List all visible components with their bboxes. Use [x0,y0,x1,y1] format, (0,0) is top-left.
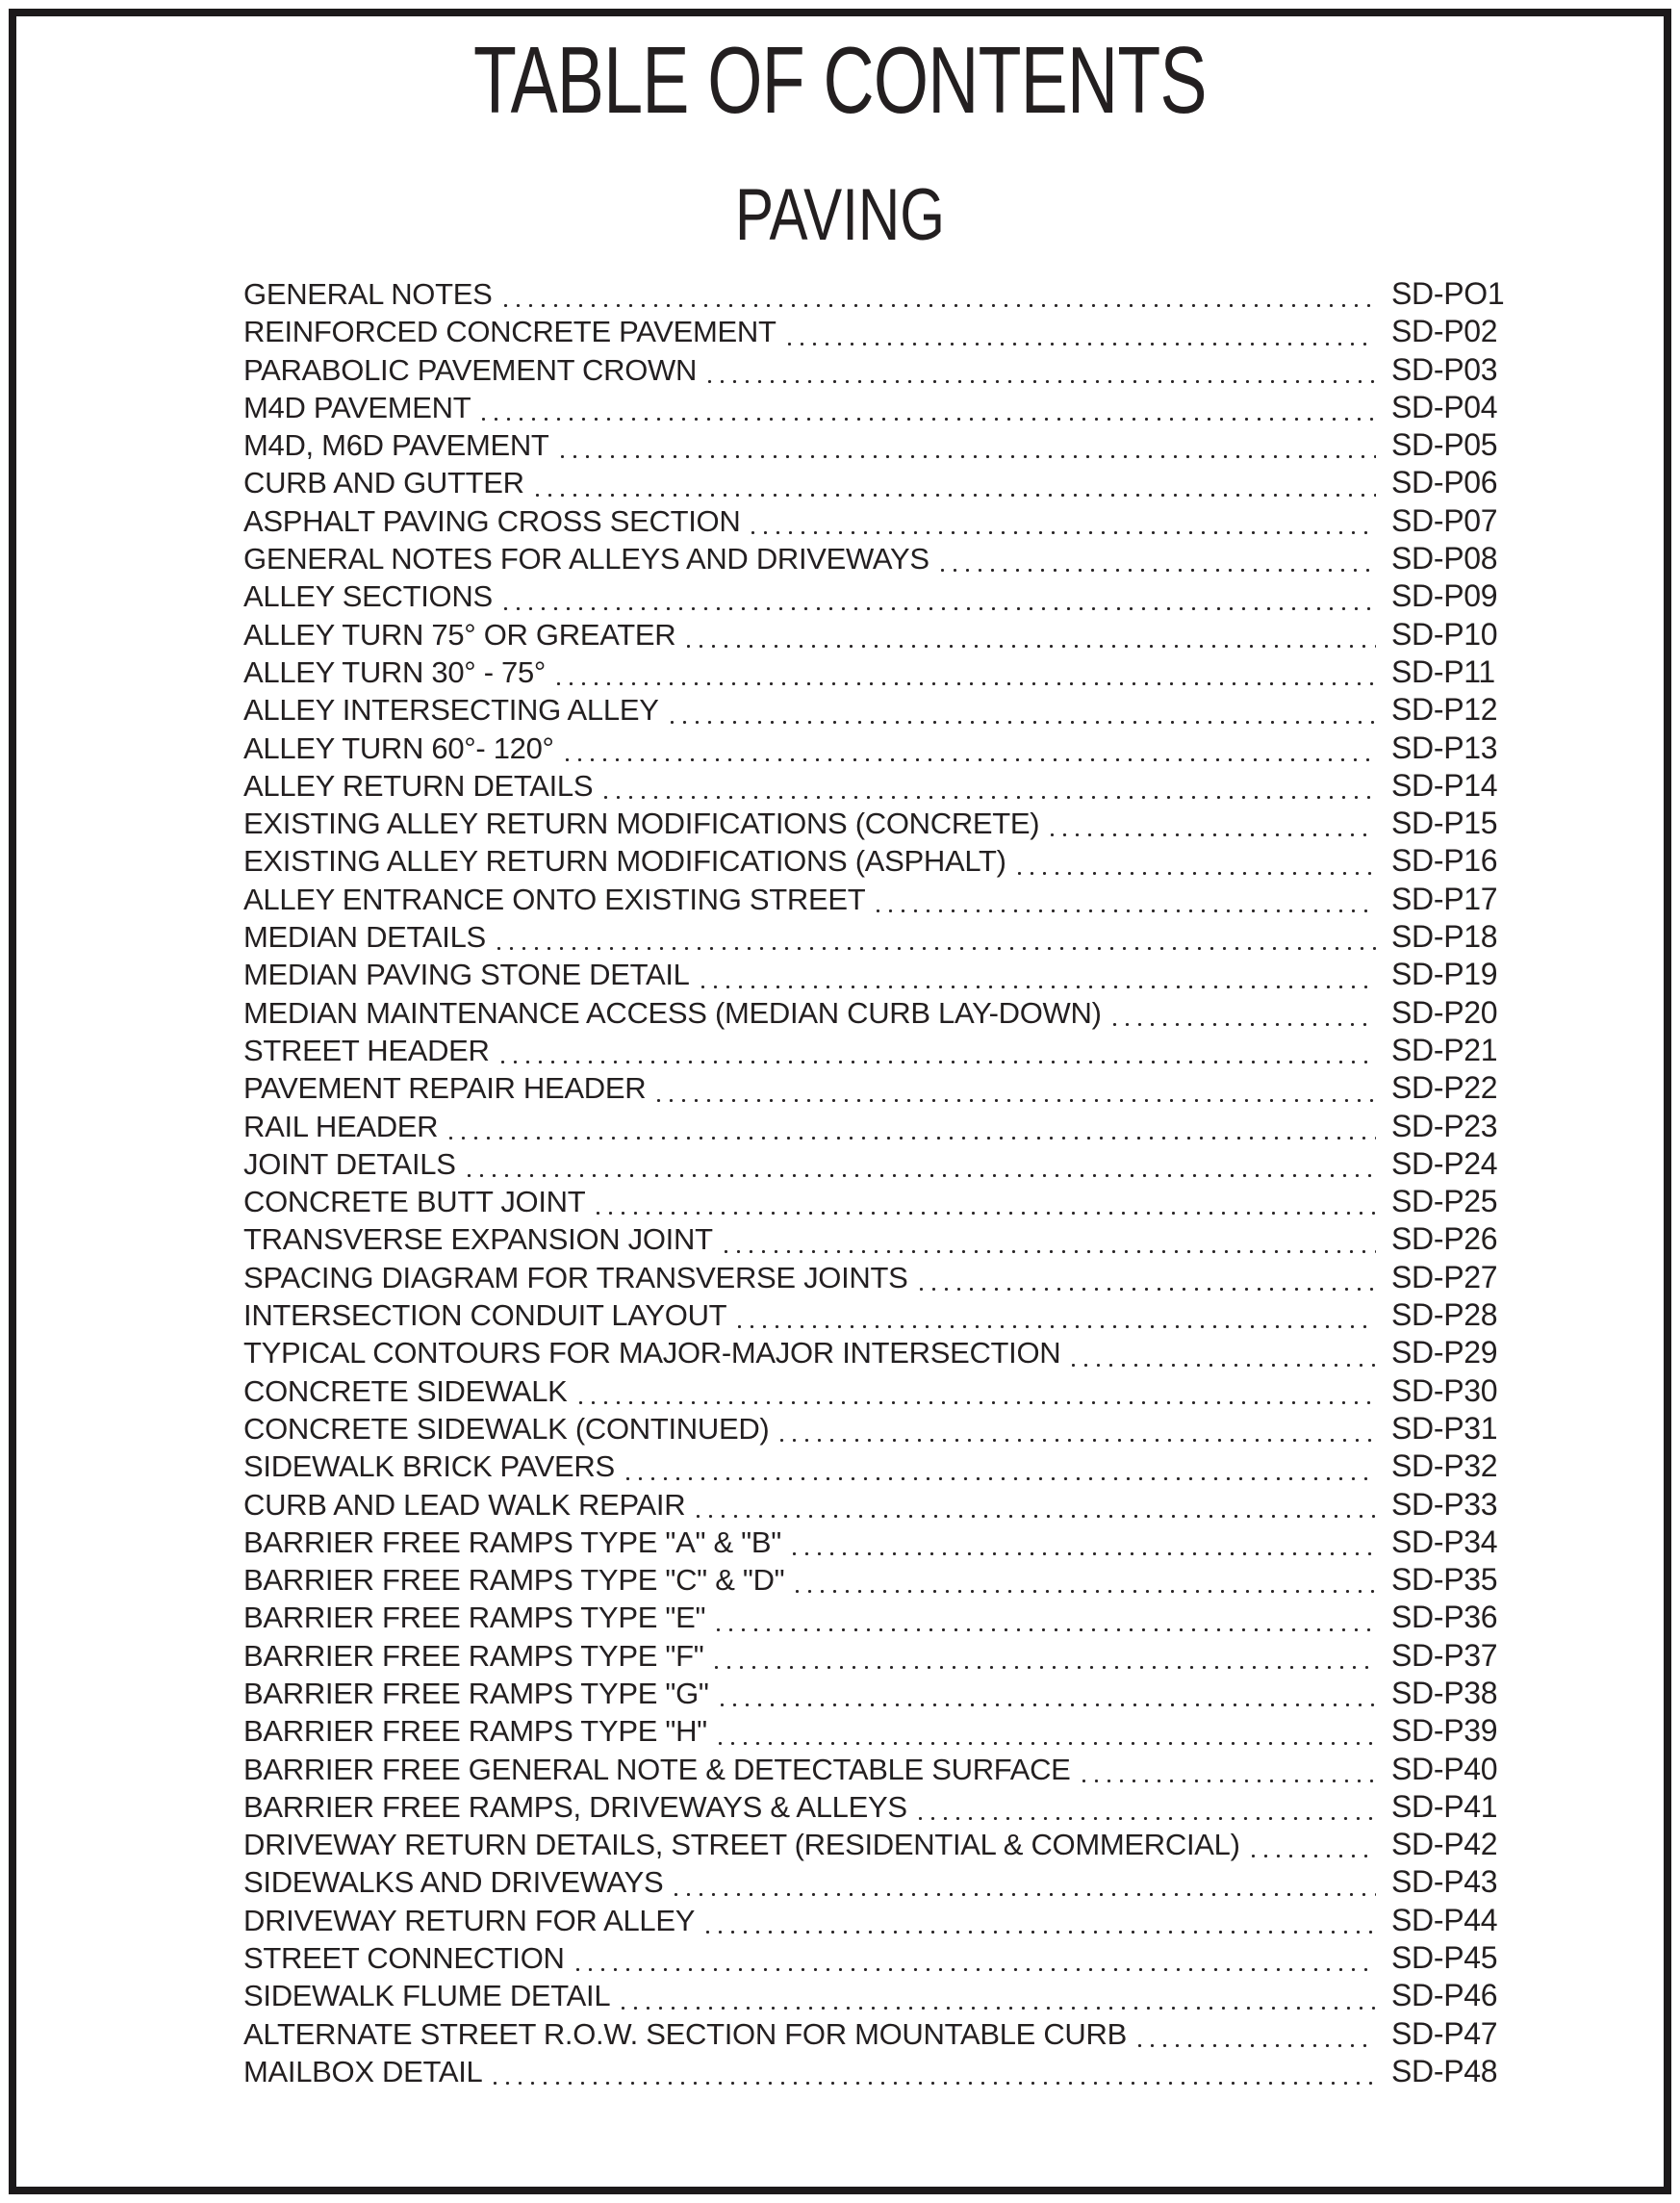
toc-entry-title: CONCRETE SIDEWALK [243,1373,568,1408]
toc-entry-page: SD-P09 [1391,578,1498,614]
dotted-leader [579,1372,1376,1410]
toc-row [243,1447,1512,1485]
toc-entry-page: SD-PO1 [1391,276,1505,311]
dotted-leader [793,1524,1376,1561]
dotted-leader [701,956,1376,993]
toc-row [243,313,1512,350]
dotted-leader [738,1296,1376,1334]
toc-entry-title: BARRIER FREE RAMPS TYPE "A" & "B" [243,1524,781,1559]
toc-row [243,730,1512,767]
toc-entry-page: SD-P27 [1391,1259,1498,1294]
dotted-leader [877,881,1376,918]
dotted-leader [796,1561,1376,1599]
toc-row [243,1524,1512,1561]
dotted-leader [671,691,1376,729]
toc-entry-title: ALLEY TURN 60°- 120° [243,730,554,765]
dotted-leader [708,351,1376,389]
toc-entry-title: REINFORCED CONCRETE PAVEMENT [243,315,776,349]
toc-row [243,994,1512,1032]
toc-entry-title: BARRIER FREE RAMPS TYPE "H" [243,1714,707,1749]
dotted-leader [721,1675,1376,1712]
section-title-text: PAVING [735,174,945,256]
toc-entry-page: SD-P07 [1391,502,1498,538]
toc-entry-title: SIDEWALK FLUME DETAIL [243,1979,611,2013]
toc-entry-title: BARRIER FREE RAMPS TYPE "G" [243,1676,709,1710]
toc-entry-page: SD-P21 [1391,1032,1498,1067]
toc-entry-page: SD-P26 [1391,1221,1498,1257]
toc-row [243,540,1512,577]
toc-row [243,351,1512,389]
toc-entry-title: BARRIER FREE GENERAL NOTE & DETECTABLE SURFACE [243,1752,1071,1786]
toc-entry-page: SD-P42 [1391,1827,1498,1862]
toc-entry-page: SD-P45 [1391,1940,1498,1976]
toc-entry-title: BARRIER FREE RAMPS TYPE "E" [243,1601,706,1635]
toc-row [243,389,1512,426]
toc-entry-page: SD-P14 [1391,767,1498,803]
toc-entry-title: CONCRETE SIDEWALK (CONTINUED) [243,1411,770,1446]
dotted-leader [1252,1826,1376,1863]
section-title [0,174,1680,256]
dotted-leader [717,1599,1376,1636]
toc-entry-page: SD-P13 [1391,730,1498,765]
toc-row [243,956,1512,993]
toc-entry-title: M4D, M6D PAVEMENT [243,428,549,463]
dotted-leader [687,616,1376,653]
toc-entry-page: SD-P28 [1391,1297,1498,1333]
toc-entry-title: ALLEY TURN 30° - 75° [243,654,547,689]
toc-row [243,1069,1512,1107]
toc-row [243,1939,1512,1977]
toc-row [243,767,1512,805]
toc-row [243,805,1512,842]
toc-entry-title: ALLEY INTERSECTING ALLEY [243,693,659,728]
toc-entry-page: SD-P32 [1391,1448,1498,1484]
toc-row [243,691,1512,729]
toc-entry-page: SD-P22 [1391,1070,1498,1106]
toc-entry-title: DRIVEWAY RETURN FOR ALLEY [243,1903,696,1937]
toc-row [243,1561,1512,1599]
toc-row [243,1486,1512,1524]
toc-entry-title: DRIVEWAY RETURN DETAILS, STREET (RESIDENTIAL & COMMERCIAL) [243,1828,1240,1862]
dotted-leader [697,1486,1376,1524]
dotted-leader [501,1032,1376,1069]
dotted-leader [751,502,1376,540]
toc-row [243,1334,1512,1371]
toc-entry-title: ALLEY SECTIONS [243,579,493,614]
toc-entry-title: CURB AND LEAD WALK REPAIR [243,1487,686,1522]
toc-row [243,1712,1512,1750]
toc-row [243,275,1512,313]
toc-row [243,464,1512,501]
toc-row [243,502,1512,540]
toc-entry-page: SD-P33 [1391,1486,1498,1522]
toc-entry-title: SPACING DIAGRAM FOR TRANSVERSE JOINTS [243,1260,908,1294]
document-title [0,27,1680,133]
toc-row [243,1410,1512,1447]
dotted-leader [919,1788,1376,1826]
toc-entry-title: ALLEY RETURN DETAILS [243,768,594,803]
toc-entry-page: SD-P11 [1391,653,1495,689]
dotted-leader [494,2053,1376,2090]
dotted-leader [626,1447,1376,1485]
toc-entry-title: GENERAL NOTES FOR ALLEYS AND DRIVEWAYS [243,542,929,576]
toc-entry-page: SD-P06 [1391,465,1498,500]
toc-row [243,1259,1512,1296]
dotted-leader [1113,994,1376,1032]
toc-entry-title: CONCRETE BUTT JOINT [243,1185,586,1219]
toc-row [243,918,1512,956]
dotted-leader [604,767,1376,805]
dotted-leader [482,389,1376,426]
toc-entry-page: SD-P24 [1391,1145,1498,1181]
toc-row [243,1826,1512,1863]
toc-row [243,1372,1512,1410]
dotted-leader [566,730,1376,767]
toc-row [243,616,1512,653]
toc-entry-title: BARRIER FREE RAMPS TYPE "C" & "D" [243,1563,785,1598]
toc-row [243,2015,1512,2053]
toc-entry-page: SD-P05 [1391,427,1498,463]
dotted-leader [557,653,1376,691]
toc-row [243,426,1512,464]
toc-entry-page: SD-P23 [1391,1108,1498,1143]
toc-entry-title: GENERAL NOTES [243,277,493,311]
toc-row [243,1675,1512,1712]
toc-row [243,1902,1512,1939]
toc-entry-title: RAIL HEADER [243,1109,439,1143]
toc-row [243,1863,1512,1901]
toc-row [243,1751,1512,1788]
toc-entry-title: STREET CONNECTION [243,1941,565,1976]
toc-entry-page: SD-P46 [1391,1978,1498,2013]
dotted-leader [576,1939,1376,1977]
dotted-leader [706,1902,1376,1939]
document-title-text: TABLE OF CONTENTS [473,27,1207,133]
toc-row [243,577,1512,615]
toc-entry-title: CURB AND GUTTER [243,466,524,500]
toc-entry-page: SD-P36 [1391,1600,1498,1635]
toc-entry-page: SD-P19 [1391,957,1498,992]
toc-entry-page: SD-P15 [1391,806,1498,841]
toc-row [243,1637,1512,1675]
toc-entry-title: ALLEY ENTRANCE ONTO EXISTING STREET [243,882,866,916]
toc-entry-title: JOINT DETAILS [243,1146,456,1181]
toc-entry-page: SD-P17 [1391,881,1498,916]
toc-entry-title: SIDEWALKS AND DRIVEWAYS [243,1865,664,1900]
toc-entry-title: MEDIAN DETAILS [243,920,486,955]
dotted-leader [504,577,1376,615]
dotted-leader [622,1977,1376,2014]
toc-entry-page: SD-P18 [1391,919,1498,955]
toc-list [243,275,1512,2090]
toc-entry-page: SD-P08 [1391,541,1498,576]
dotted-leader [1051,805,1376,842]
toc-entry-title: PAVEMENT REPAIR HEADER [243,1071,647,1106]
dotted-leader [1082,1751,1376,1788]
dotted-leader [941,540,1376,577]
toc-entry-page: SD-P41 [1391,1788,1498,1824]
toc-entry-page: SD-P34 [1391,1524,1498,1559]
toc-entry-title: BARRIER FREE RAMPS, DRIVEWAYS & ALLEYS [243,1789,907,1824]
toc-entry-page: SD-P40 [1391,1751,1498,1786]
toc-entry-title: M4D PAVEMENT [243,390,471,424]
toc-entry-title: BARRIER FREE RAMPS TYPE "F" [243,1638,704,1673]
toc-row [243,1032,1512,1069]
toc-entry-title: ASPHALT PAVING CROSS SECTION [243,503,741,538]
toc-row [243,1788,1512,1826]
toc-entry-title: ALTERNATE STREET R.O.W. SECTION FOR MOUNTABLE CURB [243,2016,1127,2051]
dotted-leader [719,1712,1376,1750]
dotted-leader [675,1863,1376,1901]
toc-entry-title: PARABOLIC PAVEMENT CROWN [243,352,698,387]
toc-entry-page: SD-P31 [1391,1410,1498,1446]
toc-entry-title: ALLEY TURN 75° OR GREATER [243,617,676,652]
toc-entry-page: SD-P03 [1391,351,1498,387]
dotted-leader [468,1145,1376,1183]
toc-entry-page: SD-P10 [1391,616,1498,652]
toc-entry-page: SD-P38 [1391,1675,1498,1710]
toc-row [243,1108,1512,1145]
toc-entry-title: MEDIAN MAINTENANCE ACCESS (MEDIAN CURB LAY-DOWN) [243,995,1102,1030]
dotted-leader [920,1259,1376,1296]
toc-entry-page: SD-P35 [1391,1562,1498,1598]
toc-row [243,1296,1512,1334]
dotted-leader [725,1220,1376,1258]
dotted-leader [715,1637,1376,1675]
toc-entry-title: STREET HEADER [243,1033,490,1067]
toc-entry-page: SD-P16 [1391,843,1498,879]
toc-entry-page: SD-P25 [1391,1184,1498,1219]
toc-entry-page: SD-P44 [1391,1902,1498,1937]
dotted-leader [561,426,1376,464]
toc-entry-title: TYPICAL CONTOURS FOR MAJOR-MAJOR INTERSECTION [243,1336,1061,1370]
dotted-leader [597,1183,1376,1220]
toc-entry-page: SD-P39 [1391,1713,1498,1749]
toc-entry-page: SD-P04 [1391,389,1498,424]
toc-entry-title: MAILBOX DETAIL [243,2054,483,2088]
toc-entry-page: SD-P02 [1391,314,1498,349]
dotted-leader [788,313,1376,350]
toc-entry-title: EXISTING ALLEY RETURN MODIFICATIONS (ASPHALT) [243,844,1006,879]
toc-row [243,1183,1512,1220]
toc-entry-title: TRANSVERSE EXPANSION JOINT [243,1222,713,1257]
toc-row [243,1599,1512,1636]
toc-entry-title: SIDEWALK BRICK PAVERS [243,1449,615,1484]
toc-row [243,881,1512,918]
toc-entry-page: SD-P43 [1391,1864,1498,1900]
dotted-leader [504,275,1376,313]
dotted-leader [449,1108,1376,1145]
toc-entry-page: SD-P20 [1391,994,1498,1030]
toc-row [243,1220,1512,1258]
toc-row [243,2053,1512,2090]
toc-entry-page: SD-P29 [1391,1335,1498,1370]
dotted-leader [1072,1334,1376,1371]
toc-entry-page: SD-P47 [1391,2015,1498,2051]
toc-entry-page: SD-P48 [1391,2053,1498,2088]
toc-row [243,1977,1512,2014]
toc-entry-page: SD-P37 [1391,1637,1498,1673]
dotted-leader [657,1069,1376,1107]
toc-entry-title: INTERSECTION CONDUIT LAYOUT [243,1298,727,1333]
dotted-leader [536,464,1376,501]
toc-entry-title: MEDIAN PAVING STONE DETAIL [243,958,690,992]
toc-entry-title: EXISTING ALLEY RETURN MODIFICATIONS (CONCRETE) [243,807,1040,841]
toc-row [243,1145,1512,1183]
dotted-leader [1138,2015,1376,2053]
toc-row [243,842,1512,880]
dotted-leader [497,918,1376,956]
dotted-leader [1018,842,1376,880]
toc-entry-page: SD-P30 [1391,1372,1498,1408]
toc-row [243,653,1512,691]
dotted-leader [780,1410,1376,1447]
toc-entry-page: SD-P12 [1391,692,1498,728]
